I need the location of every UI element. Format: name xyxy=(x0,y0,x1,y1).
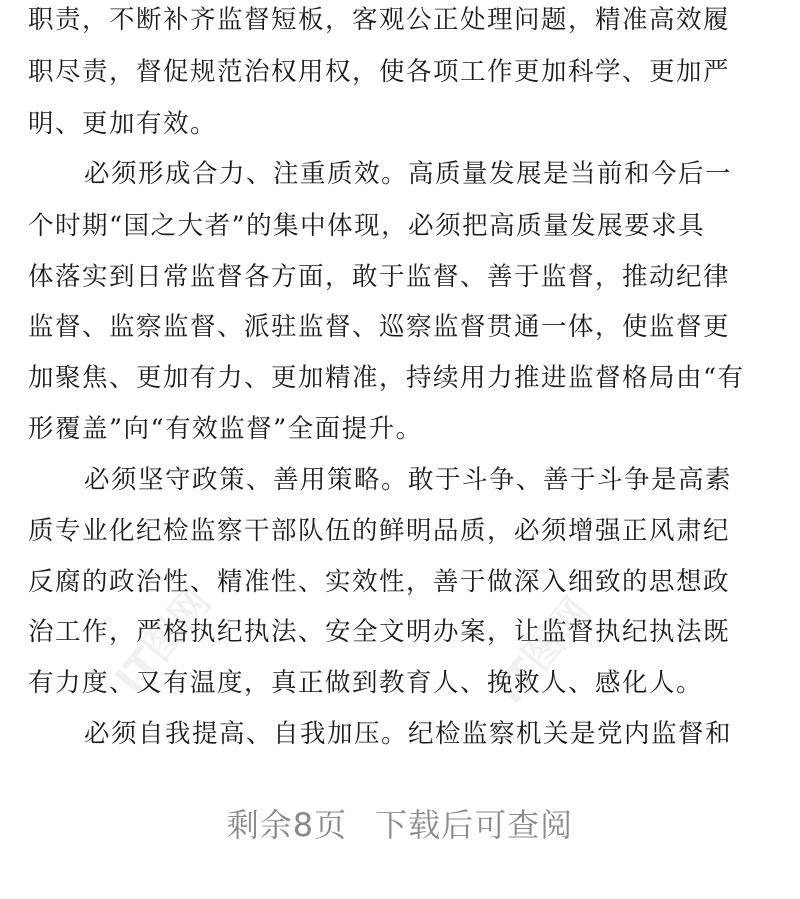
paragraph-line: 监督、监察监督、派驻监督、巡察监督贯通一体，使监督更 xyxy=(28,312,731,342)
paragraph-line: 反腐的政治性、精准性、实效性，善于做深入细致的思想政 xyxy=(28,567,731,597)
paragraph-line: 体落实到日常监督各方面，敢于监督、善于监督，推动纪律 xyxy=(28,262,731,292)
paragraph-first-line: 必须自我提高、自我加压。纪检监察机关是党内监督和 xyxy=(84,719,733,749)
paragraph-first-line: 必须坚守政策、善用策略。敢于斗争、善于斗争是高素 xyxy=(84,465,733,495)
paragraph-line: 有力度、又有温度，真正做到教育人、挽救人、感化人。 xyxy=(28,668,704,698)
paragraph-line: 形覆盖”向“有效监督”全面提升。 xyxy=(28,414,423,444)
remaining-pages-label: 剩余8页 xyxy=(226,806,348,844)
paragraph-line: 职责，不断补齐监督短板，客观公正处理问题，精准高效履 xyxy=(28,5,731,35)
download-hint-label: 下载后可查阅 xyxy=(375,806,574,844)
paragraph-line: 质专业化纪检监察干部队伍的鲜明品质，必须增强正风肃纪 xyxy=(28,516,731,546)
paragraph-line: 职尽责，督促规范治权用权，使各项工作更加科学、更加严 xyxy=(28,57,731,87)
watermark: IT图网 xyxy=(486,589,601,713)
paragraph-line: 个时期“国之大者”的集中体现，必须把高质量发展要求具 xyxy=(28,211,706,241)
watermark: IT图网 xyxy=(106,579,221,703)
paragraph-first-line: 必须形成合力、注重质效。高质量发展是当前和今后一 xyxy=(84,159,733,189)
paragraph-line: 明、更加有效。 xyxy=(28,109,218,139)
paragraph-line: 治工作，严格执纪执法、安全文明办案，让监督执纪执法既 xyxy=(28,617,731,647)
paragraph-line: 加聚焦、更加有力、更加精准，持续用力推进监督格局由“有 xyxy=(28,363,745,393)
remaining-pages-prompt[interactable] xyxy=(0,795,800,855)
